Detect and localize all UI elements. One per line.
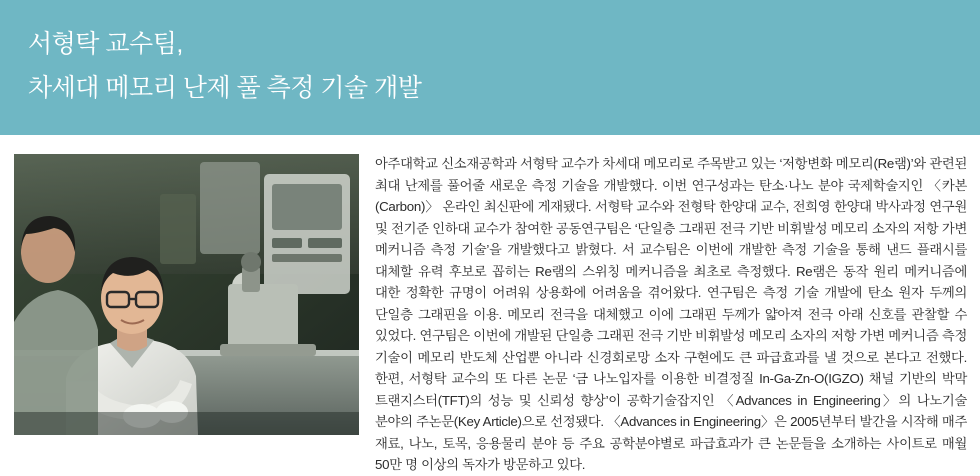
- article-paragraph: 아주대학교 신소재공학과 서형탁 교수가 차세대 메모리로 주목받고 있는 ‘저항변화 메모리(Re램)’와 관련된 최대 난제를 풀어줄 새로운 측정 기술을 개발했다. 이번 연구성과는 탄소·나노 분야 국제학술지인 〈카본(Carbon)〉 온라인 최신판에 게재됐다. 서형탁 교수와 전형탁 한양대 교수, 전희영 한양대 박사과정 연구원 및 전기준 인하대 교수가 참여한 공동연구팀은 ‘단일층 그래핀 전극 기반 비휘발성 메모리 소자의 저항 가변 메커니즘 측정 기술’을 개발했다고 밝혔다. 서 교수팀은 이번에 개발한 측정 기술을 통해 낸드 플래시를 대체할 유력 후보로 꼽히는 Re램의 스위칭 메커니즘을 최초로 측정했다. Re램은 동작 원리 메커니즘에 대한 정확한 규명이 어려워 상용화에 어려움을 겪어왔다. 연구팀은 측정 기술 개발에 탄소 원자 두께의 단일층 그래핀을 이용. 메모리 전극을 대체했고 이에 그래핀 두께가 얇아져 전극 아래 신호를 관찰할 수 있었다. 연구팀은 이번에 개발된 단일층 그래핀 전극 기반 비휘발성 메모리 소자의 저항 가변 메커니즘 측정 기술이 메모리 반도체 산업뿐 아니라 신경회로망 소자 구현에도 큰 파급효과를 낼 것으로 본다고 전했다. 한편, 서형탁 교수의 또 다른 논문 ‘금 나노입자를 이용한 비결정질 In-Ga-Zn-O(IGZO) 채널 기반의 박막 트랜지스터(TFT)의 성능 및 신뢰성 향상’이 공학기술잡지인 〈Advances in Engineering〉의 나노기술 분야의 주논문(Key Article)으로 선정됐다. 〈Advances in Engineering〉은 2005년부터 발간을 시작해 매주 재료, 나노, 토목, 응용물리 분야 등 주요 공학분야별로 파급효과가 큰 논문들을 소개하는 사이트로 매월 50만 명 이상의 독자가 방문하고 있다.: [375, 156, 967, 472]
- photo-illustration: [14, 154, 359, 435]
- article-body-area: [0, 135, 980, 472]
- page-title-line-2: 차세대 메모리 난제 풀 측정 기술 개발: [28, 74, 422, 102]
- header-title-block: [28, 22, 960, 110]
- article-text-column: [375, 153, 967, 476]
- page-title-line-1: 서형탁 교수팀,: [28, 30, 183, 58]
- header-banner: [0, 0, 980, 135]
- article-photo: [14, 154, 359, 435]
